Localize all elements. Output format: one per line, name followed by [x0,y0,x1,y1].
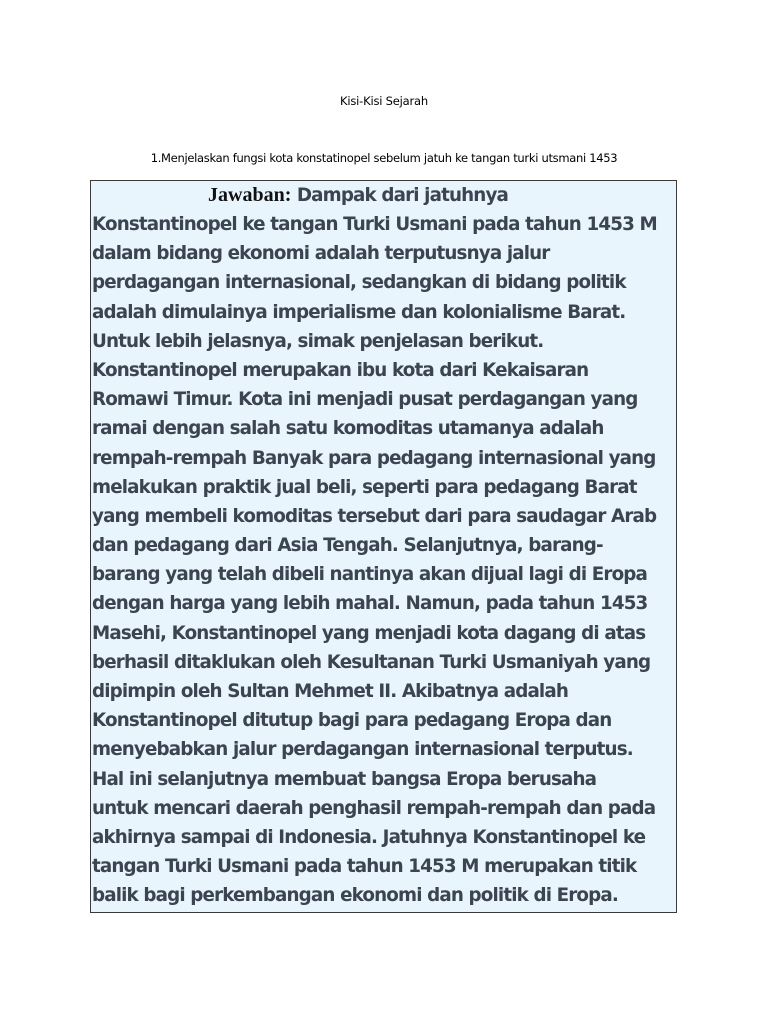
question-text: 1.Menjelaskan fungsi kota konstatinopel sebelum jatuh ke tangan turki utsmani 1453 [150,151,618,165]
answer-box [90,180,677,913]
answer-line: Hal ini selanjutnya membuat bangsa Eropa berusaha [92,768,597,790]
answer-line: dalam bidang ekonomi adalah terputusnya jalur [92,243,550,265]
answer-line: melakukan praktik jual beli, seperti para pedagang Barat [92,476,637,498]
answer-line: dan pedagang dari Asia Tengah. Selanjutnya, barang- [92,535,603,557]
answer-line: tangan Turki Usmani pada tahun 1453 M merupakan titik [92,856,637,878]
answer-line: Romawi Timur. Kota ini menjadi pusat perdagangan yang [92,389,638,411]
answer-line: balik bagi perkembangan ekonomi dan politik di Eropa. [92,885,618,907]
answer-label: Jawaban: [208,184,292,206]
answer-line: berhasil ditaklukan oleh Kesultanan Turki Usmaniyah yang [92,651,651,673]
answer-line: Untuk lebih jelasnya, simak penjelasan berikut. [92,330,544,352]
answer-line: Konstantinopel ke tangan Turki Usmani pada tahun 1453 M [92,214,657,235]
answer-line: Dampak dari jatuhnya [296,185,509,206]
answer-line: barang yang telah dibeli nantinya akan dijual lagi di Eropa [92,564,647,586]
answer-line: dengan harga yang lebih mahal. Namun, pada tahun 1453 [92,593,648,615]
answer-line: untuk mencari daerah penghasil rempah-rempah dan pada [92,797,656,819]
answer-line: rempah-rempah Banyak para pedagang internasional yang [92,447,656,469]
answer-line: Masehi, Konstantinopel yang menjadi kota dagang di atas [92,622,646,644]
answer-line: akhirnya sampai di Indonesia. Jatuhnya Konstantinopel ke [92,826,646,848]
answer-line: Konstantinopel ditutup bagi para pedagang Eropa dan [92,710,612,732]
answer-first-line [91,181,676,210]
answer-line: menyebabkan jalur perdagangan internasional terputus. [92,739,633,761]
answer-line: dipimpin oleh Sultan Mehmet II. Akibatnya adalah [92,681,569,702]
answer-line: adalah dimulainya imperialisme dan kolonialisme Barat. [92,301,626,323]
answer-line: ramai dengan salah satu komoditas utamanya adalah [92,418,604,440]
document-title: Kisi-Kisi Sejarah [340,94,428,108]
answer-line: perdagangan internasional, sedangkan di bidang politik [92,272,626,294]
answer-line: yang membeli komoditas tersebut dari para saudagar Arab [92,505,657,527]
answer-line: Konstantinopel merupakan ibu kota dari Kekaisaran [92,359,589,381]
